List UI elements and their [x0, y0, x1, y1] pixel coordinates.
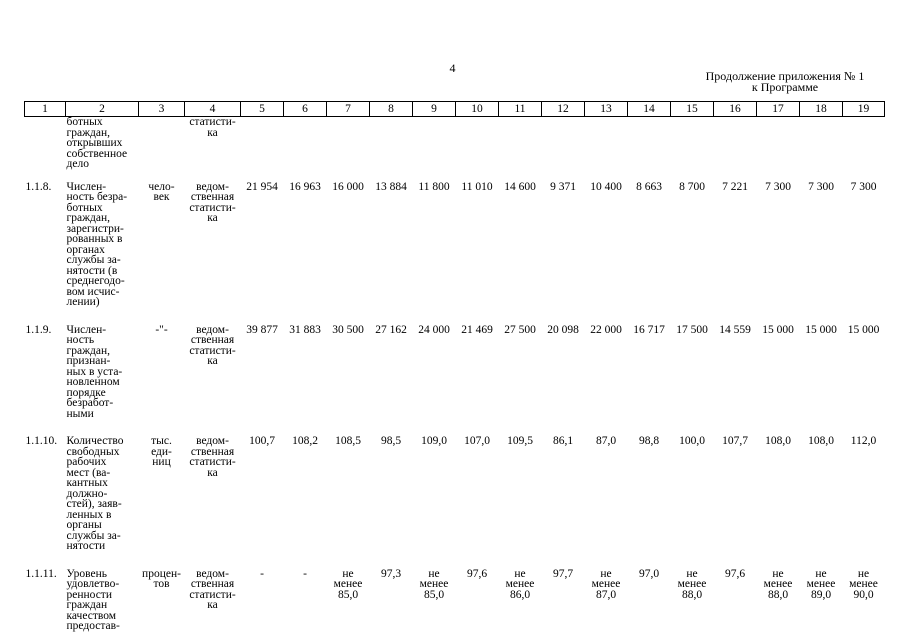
value-cell-15: 8 700	[679, 180, 705, 193]
row-source: ведом- ственная статисти- ка	[189, 435, 236, 479]
column-number-4: 4	[185, 102, 241, 117]
carryover-source: статисти- ка	[189, 116, 236, 139]
value-cell-7: 108,5	[335, 435, 361, 447]
value-cell-17: 15 000	[762, 323, 794, 336]
column-number-2: 2	[66, 102, 139, 117]
value-cell-7: 16 000	[332, 180, 364, 193]
carryover-values-cell	[241, 117, 885, 176]
value-cell-16: 97,6	[724, 567, 746, 580]
table-row	[25, 563, 885, 643]
carryover-unit-cell	[139, 117, 185, 176]
column-number-11: 11	[499, 102, 542, 117]
value-cell-16: 7 221	[722, 180, 748, 193]
value-cell-6: 31 883	[289, 323, 321, 336]
row-unit: процен- тов	[142, 567, 181, 590]
value-cell-18: 15 000	[805, 323, 837, 336]
value-cell-10: 107,0	[464, 435, 490, 447]
value-cell-7: 30 500	[332, 323, 364, 336]
value-cell-18: 7 300	[808, 180, 834, 193]
value-cell-11: 109,5	[507, 435, 533, 447]
value-cell-13: не менее 87,0	[591, 567, 621, 601]
value-cell-10: 11 010	[461, 180, 493, 193]
column-number-17: 17	[757, 102, 800, 117]
value-cell-13: 22 000	[590, 323, 622, 336]
value-cell-11: не менее 86,0	[505, 567, 535, 601]
value-cell-19: не менее 90,0	[849, 567, 878, 601]
value-cell-19: 7 300	[850, 180, 877, 193]
value-cell-13: 87,0	[595, 435, 617, 447]
value-cell-15: 17 500	[676, 323, 708, 336]
column-number-15: 15	[671, 102, 714, 117]
value-cell-11: 27 500	[504, 323, 536, 336]
column-number-1: 1	[25, 102, 66, 117]
column-number-19: 19	[843, 102, 885, 117]
row-code: 1.1.9.	[25, 323, 52, 336]
row-unit: тыс. еди- ниц	[151, 435, 172, 468]
column-number-3: 3	[139, 102, 185, 117]
value-cell-17: не менее 88,0	[763, 567, 793, 601]
row-code: 1.1.11.	[25, 567, 57, 580]
column-number-8: 8	[370, 102, 413, 117]
value-cell-9: 109,0	[421, 435, 447, 447]
value-cell-9: не менее 85,0	[419, 567, 449, 601]
value-cell-12: 97,7	[552, 567, 574, 580]
row-name: Количество свободных рабочих мест (ва- кантных должно- стей), заяв- ленных в органы службы за- нятости	[66, 435, 124, 552]
table-row	[25, 430, 885, 563]
column-number-6: 6	[284, 102, 327, 117]
column-number-10: 10	[456, 102, 499, 117]
value-cell-10: 21 469	[461, 323, 493, 336]
row-name: Числен- ность граждан, признан- ных в уста- новленном порядке безработ- ными	[66, 323, 123, 420]
column-number-18: 18	[800, 102, 843, 117]
value-cell-5: 39 877	[246, 323, 278, 336]
row-code: 1.1.8.	[25, 180, 52, 193]
value-cell-6: 108,2	[292, 435, 318, 447]
value-cell-14: 8 663	[636, 180, 662, 193]
value-cell-14: 97,0	[638, 567, 660, 580]
row-unit: чело- век	[148, 180, 175, 203]
value-cell-5: 100,7	[249, 435, 275, 447]
value-cell-9: 11 800	[418, 180, 450, 193]
row-code: 1.1.10.	[25, 435, 58, 447]
column-number-7: 7	[327, 102, 370, 117]
value-cell-11: 14 600	[504, 180, 536, 193]
value-cell-10: 97,6	[466, 567, 488, 580]
row-name: Уровень удовлетво- ренности граждан качеством предостав-	[66, 567, 120, 632]
value-cell-7: не менее 85,0	[333, 567, 363, 601]
column-number-13: 13	[585, 102, 628, 117]
value-cell-8: 27 162	[375, 323, 407, 336]
column-number-9: 9	[413, 102, 456, 117]
carryover-name: ботных граждан, открывших собственное дело	[66, 116, 128, 170]
value-cell-14: 16 717	[633, 323, 665, 336]
value-cell-17: 7 300	[765, 180, 791, 193]
continuation-line-1: Продолжение приложения № 1	[705, 69, 865, 83]
value-cell-18: 108,0	[808, 435, 834, 447]
table-body	[25, 117, 885, 643]
value-cell-16: 107,7	[722, 435, 748, 447]
table-row	[25, 319, 885, 431]
program-table	[24, 101, 885, 643]
carryover-row	[25, 117, 885, 176]
row-source: ведом- ственная статисти- ка	[189, 180, 236, 224]
continuation-note	[640, 71, 905, 93]
row-source: ведом- ственная статисти- ка	[189, 567, 236, 611]
value-cell-8: 13 884	[375, 180, 407, 193]
continuation-line-2: к Программе	[751, 80, 819, 94]
value-cell-18: не менее 89,0	[806, 567, 836, 601]
value-cell-8: 98,5	[380, 435, 402, 447]
column-number-5: 5	[241, 102, 284, 117]
value-cell-13: 10 400	[590, 180, 622, 193]
value-cell-15: 100,0	[679, 435, 705, 447]
value-cell-8: 97,3	[380, 567, 402, 580]
column-number-16: 16	[714, 102, 757, 117]
value-cell-16: 14 559	[719, 323, 751, 336]
value-cell-12: 20 098	[547, 323, 579, 336]
value-cell-19: 112,0	[850, 435, 877, 447]
value-cell-17: 108,0	[765, 435, 791, 447]
row-unit: -"-	[155, 323, 168, 336]
value-cell-19: 15 000	[847, 323, 880, 336]
value-cell-12: 86,1	[552, 435, 574, 447]
carryover-code-cell	[25, 117, 66, 176]
page-number: 4	[449, 61, 456, 75]
header-row	[25, 102, 885, 117]
value-cell-6: 16 963	[289, 180, 321, 193]
column-number-12: 12	[542, 102, 585, 117]
value-cell-5: -	[260, 567, 264, 580]
value-cell-12: 9 371	[550, 180, 576, 193]
table-row	[25, 176, 885, 319]
value-cell-5: 21 954	[246, 180, 278, 193]
column-number-14: 14	[628, 102, 671, 117]
value-cell-15: не менее 88,0	[677, 567, 707, 601]
value-cell-14: 98,8	[638, 435, 660, 447]
value-cell-9: 24 000	[418, 323, 450, 336]
value-cell-6: -	[303, 567, 307, 580]
row-source: ведом- ственная статисти- ка	[189, 323, 236, 367]
row-name: Числен- ность безра- ботных граждан, зарегистри- рованных в органах службы за- нятости (в среднегодо- вом исчис- лении)	[66, 180, 128, 308]
